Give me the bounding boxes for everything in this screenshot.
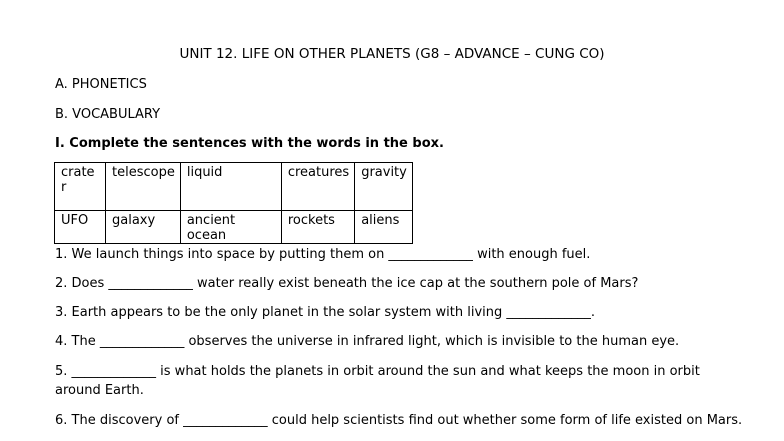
word-cell: galaxy: [106, 211, 181, 244]
question-3: 3. Earth appears to be the only planet in the solar system with living _____________.: [55, 305, 596, 320]
question-2: 2. Does _____________ water really exist beneath the ice cap at the southern pole of Mars?: [55, 276, 639, 291]
word-box-row: [55, 211, 413, 244]
question-4: 4. The _____________ observes the universe in infrared light, which is invisible to the human eye.: [55, 334, 680, 349]
page-title: UNIT 12. LIFE ON OTHER PLANETS (G8 – ADVANCE – CUNG CO): [179, 46, 605, 62]
word-cell: aliens: [355, 211, 413, 244]
question-5: 5. _____________ is what holds the planets in orbit around the sun and what keeps the moon in orbit around Earth.: [55, 364, 700, 398]
question-6: 6. The discovery of _____________ could help scientists find out whether some form of life existed on Mars.: [55, 413, 743, 428]
word-cell: telescope: [106, 163, 181, 211]
word-cell: rockets: [281, 211, 354, 244]
word-box: [54, 162, 413, 244]
section-b-heading: B. VOCABULARY: [55, 107, 161, 122]
word-cell: crate r: [55, 163, 106, 211]
section-a-heading: A. PHONETICS: [55, 77, 147, 92]
word-box-row: [55, 163, 413, 211]
word-cell: gravity: [355, 163, 413, 211]
word-cell: UFO: [55, 211, 106, 244]
word-cell: liquid: [180, 163, 281, 211]
word-cell: ancient ocean: [180, 211, 281, 244]
exercise-1-heading: I. Complete the sentences with the words in the box.: [55, 136, 444, 151]
word-cell: creatures: [281, 163, 354, 211]
question-1: 1. We launch things into space by putting them on _____________ with enough fuel.: [55, 247, 591, 262]
